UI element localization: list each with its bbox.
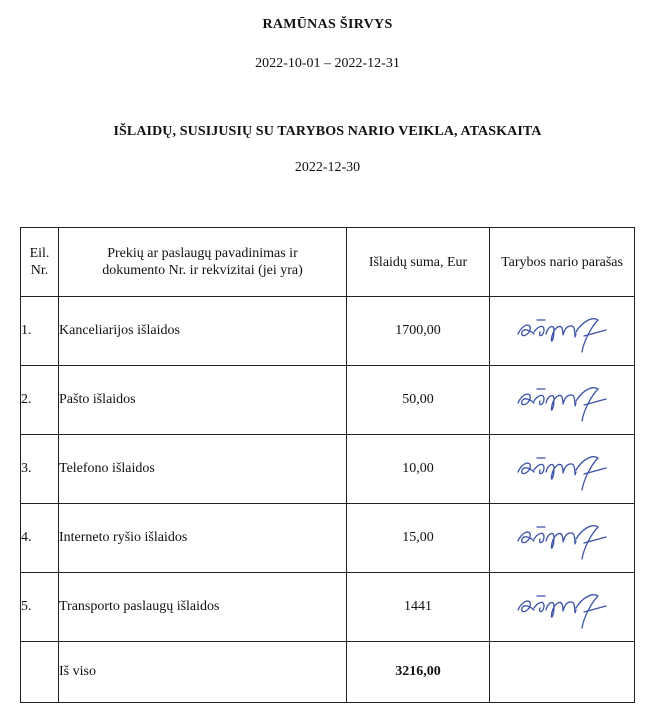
column-header-item: Prekių ar paslaugų pavadinimas ir dokumento Nr. ir rekvizitai (jei yra)	[59, 228, 347, 297]
row-number: 5.	[21, 573, 59, 642]
person-name: RAMŪNAS ŠIRVYS	[262, 17, 393, 32]
total-label: Iš viso	[59, 642, 347, 703]
total-empty-cell	[21, 642, 59, 703]
row-item-name: Pašto išlaidos	[59, 366, 347, 435]
table-row	[21, 573, 635, 642]
row-number: 3.	[21, 435, 59, 504]
report-date: 2022-12-30	[294, 160, 361, 175]
signature-cell	[490, 435, 635, 504]
column-header-sum: Išlaidų suma, Eur	[347, 228, 490, 297]
handwritten-signature	[514, 513, 610, 563]
table-row	[21, 366, 635, 435]
table-row	[21, 504, 635, 573]
row-sum: 15,00	[347, 504, 490, 573]
table-row	[21, 435, 635, 504]
handwritten-signature	[514, 375, 610, 425]
row-sum: 1700,00	[347, 297, 490, 366]
column-header-number: Eil. Nr.	[21, 228, 59, 297]
table-header-row	[21, 228, 635, 297]
row-sum: 1441	[347, 573, 490, 642]
row-item-name: Interneto ryšio išlaidos	[59, 504, 347, 573]
column-header-signature: Tarybos nario parašas	[490, 228, 635, 297]
report-period: 2022-10-01 – 2022-12-31	[255, 56, 400, 71]
row-item-name: Telefono išlaidos	[59, 435, 347, 504]
row-number: 2.	[21, 366, 59, 435]
row-sum: 50,00	[347, 366, 490, 435]
handwritten-signature	[514, 444, 610, 494]
row-item-name: Kanceliarijos išlaidos	[59, 297, 347, 366]
total-sum: 3216,00	[347, 642, 490, 703]
total-signature-empty-cell	[490, 642, 635, 703]
report-title: IŠLAIDŲ, SUSIJUSIŲ SU TARYBOS NARIO VEIKLA, ATASKAITA	[113, 124, 542, 139]
expense-table	[20, 227, 635, 703]
handwritten-signature	[514, 582, 610, 632]
table-row	[21, 297, 635, 366]
row-number: 1.	[21, 297, 59, 366]
signature-cell	[490, 366, 635, 435]
row-item-name: Transporto paslaugų išlaidos	[59, 573, 347, 642]
signature-cell	[490, 297, 635, 366]
row-number: 4.	[21, 504, 59, 573]
total-row	[21, 642, 635, 703]
handwritten-signature	[514, 306, 610, 356]
signature-cell	[490, 504, 635, 573]
signature-cell	[490, 573, 635, 642]
row-sum: 10,00	[347, 435, 490, 504]
